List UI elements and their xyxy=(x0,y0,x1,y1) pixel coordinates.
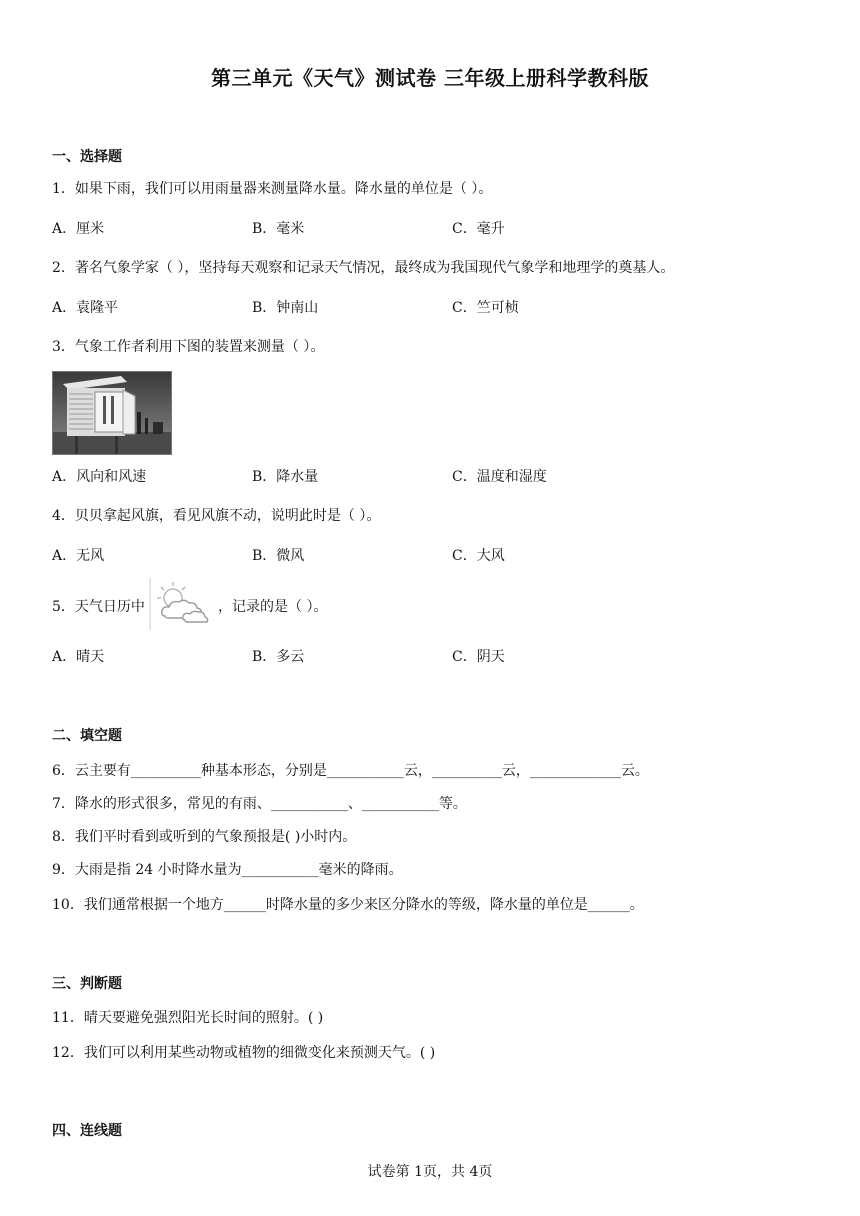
q5-option-b: B．多云 xyxy=(252,649,305,665)
question-1: 1．如果下雨，我们可以用雨量器来测量降水量。降水量的单位是（ ）。 xyxy=(52,181,493,197)
question-12: 12．我们可以利用某些动物或植物的细微变化来预测天气。( ) xyxy=(52,1045,436,1061)
question-6: 6．云主要有__________种基本形态，分别是___________云，__________云，_____________云。 xyxy=(52,763,649,779)
q4-option-a: A．无风 xyxy=(52,548,105,564)
partly-cloudy-icon xyxy=(149,576,215,632)
section-heading-true-false: 三、判断题 xyxy=(52,976,122,992)
section-heading-fill-blank: 二、填空题 xyxy=(52,728,122,744)
question-11: 11．晴天要避免强烈阳光长时间的照射。( ) xyxy=(52,1010,324,1026)
q5-option-c: C．阴天 xyxy=(452,649,505,665)
q4-option-c: C．大风 xyxy=(452,548,505,564)
section-heading-choice: 一、选择题 xyxy=(52,149,122,165)
question-9: 9．大雨是指 24 小时降水量为___________毫米的降雨。 xyxy=(52,862,403,878)
question-4: 4．贝贝拿起风旗，看见风旗不动，说明此时是（ ）。 xyxy=(52,508,381,524)
question-5-suffix: ，记录的是（ ）。 xyxy=(218,599,328,615)
question-5-prefix: 5．天气日历中 xyxy=(52,599,145,615)
q5-option-a: A．晴天 xyxy=(52,649,105,665)
q3-option-a: A．风向和风速 xyxy=(52,469,147,485)
q1-option-a: A．厘米 xyxy=(52,221,105,237)
question-3: 3．气象工作者利用下图的装置来测量（ ）。 xyxy=(52,339,325,355)
q2-option-c: C．竺可桢 xyxy=(452,300,519,316)
section-heading-matching: 四、连线题 xyxy=(52,1123,122,1139)
q3-option-c: C．温度和湿度 xyxy=(452,469,547,485)
question-8: 8．我们平时看到或听到的气象预报是( )小时内。 xyxy=(52,829,357,845)
q2-option-b: B．钟南山 xyxy=(252,300,319,316)
q2-option-a: A．袁隆平 xyxy=(52,300,119,316)
q3-option-b: B．降水量 xyxy=(252,469,319,485)
question-10: 10．我们通常根据一个地方______时降水量的多少来区分降水的等级，降水量的单位是______。 xyxy=(52,897,644,913)
q1-option-c: C．毫升 xyxy=(452,221,505,237)
page-title: 第三单元《天气》测试卷 三年级上册科学教科版 xyxy=(211,66,649,90)
q1-option-b: B．毫米 xyxy=(252,221,305,237)
question-7: 7．降水的形式很多，常见的有雨、___________、___________等。 xyxy=(52,796,467,812)
weather-station-shelter-image xyxy=(52,371,172,455)
q4-option-b: B．微风 xyxy=(252,548,305,564)
page-footer: 试卷第 1页，共 4页 xyxy=(367,1164,493,1180)
question-2: 2．著名气象学家（ ），坚持每天观察和记录天气情况，最终成为我国现代气象学和地理学的奠基人。 xyxy=(52,260,675,276)
